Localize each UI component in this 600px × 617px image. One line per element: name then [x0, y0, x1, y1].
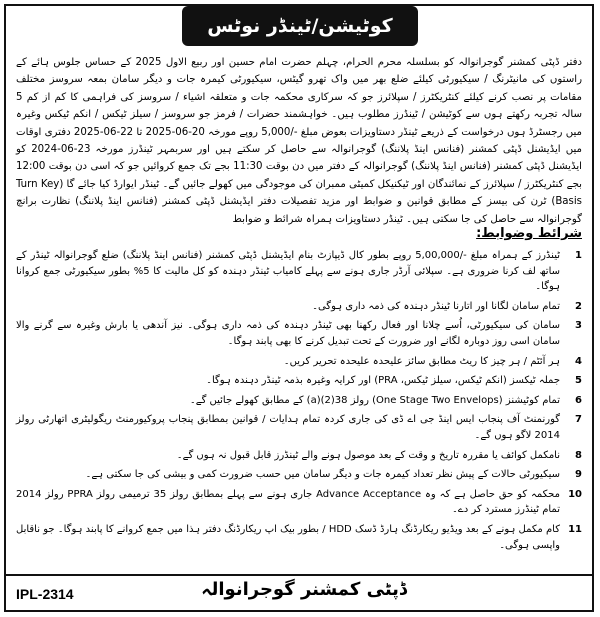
term-number: 11: [568, 523, 582, 535]
term-item: [16, 299, 582, 315]
term-item: [16, 448, 582, 464]
term-item: [16, 373, 582, 389]
terms-list: [16, 248, 582, 557]
term-text: گورنمنٹ آف پنجاب ایس اینڈ جی اے ڈی کی جاری کردہ تمام ہدایات / قوانین بمطابق پنجاب پروکیورمنٹ ریگولیٹری اتھارٹی رولز 2014 لاگو ہوں گے۔: [16, 414, 560, 441]
term-text: ٹینڈرز کے ہمراہ مبلغ -/5,00,000 روپے بطور کال ڈیپازٹ بنام ایڈیشنل ڈپٹی کمشنر (فنانس اینڈ پلاننگ) ضلع گوجرانوالہ ٹینڈر کے ساتھ لف کرنا ضروری ہے۔ سپلائی آرڈر جاری ہونے سے پہلے کامیاب ٹینڈر دہندہ کو کل مالیت کا 5% بطور سیکیورٹی جمع کروانا ہوگا۔: [16, 250, 561, 293]
notice-title: کوٹیشن/ٹینڈر نوٹس: [207, 15, 393, 37]
term-text: جملہ ٹیکسز (انکم ٹیکس، سیلز ٹیکس، PRA) اور کرایہ وغیرہ بذمہ ٹینڈر دہندہ ہوگا۔: [206, 375, 560, 387]
signature-line: ڈپٹی کمشنر گوجرانوالہ: [201, 579, 407, 600]
term-number: 2: [575, 300, 582, 312]
term-item: [16, 467, 582, 483]
term-number: 8: [575, 449, 582, 461]
notice-footer: [4, 574, 594, 612]
notice-title-banner: [182, 6, 418, 46]
term-text: سامان کی سیکیورٹی، اُسے چلانا اور فعال رکھنا بھی ٹینڈر دہندہ کی ذمہ داری ہوگی۔ نیز آندھی یا بارش وغیرہ سے گرنے والا سامان اسی روز دوبارہ لگانے اور ضرورت کے تحت تبدیل کرنے کا بھی پابند ہوگا۔: [16, 320, 560, 347]
term-item: [16, 354, 582, 370]
term-number: 4: [575, 355, 582, 367]
term-item: [16, 393, 582, 409]
term-number: 9: [575, 469, 582, 481]
term-number: 3: [575, 320, 582, 332]
term-number: 10: [568, 488, 582, 500]
term-number: 7: [575, 414, 582, 426]
term-text: تمام کوٹیشنز (One Stage Two Envelops) رولز 38(2)(a) کے مطابق کھولے جائیں گے۔: [189, 394, 560, 406]
term-text: محکمہ کو حق حاصل ہے کہ وہ Advance Acceptance جاری ہونے سے پہلے بمطابق رولز 35 ترمیمی رولز PPRA رولز 2014 تمام ٹینڈرز مسترد کر دے۔: [16, 488, 560, 516]
term-text: ہر آئٹم / ہر چیز کا ریٹ مطابق سائز علیحدہ علیحدہ تحریر کریں۔: [283, 355, 560, 367]
term-item: [16, 318, 582, 349]
term-item: [16, 522, 582, 553]
term-text: سیکیورٹی حالات کے پیش نظر تعداد کیمرہ جات و دیگر سامان میں حسب ضرورت کمی و بیشی کی جا سکتی ہے۔: [85, 469, 560, 481]
intro-paragraph: دفتر ڈپٹی کمشنر گوجرانوالہ کو بسلسلہ محرم الحرام، چہلم حضرت امام حسین اور ربیع الاول 2025 کے حساس جلوس ہائے کے راستوں کی مانیٹرنگ / سیکیورٹی کیلئے ضلع بھر میں واک تھرو گیٹس، سیکیورٹی کیمرہ جات و دیگر سامان بمعہ سروسز مختلف مقامات پر نصب کرنے کیلئے کنٹریکٹرز / سپلائرز جو کہ سرکاری محکمہ جات و متعلقہ اشیاء / سروسز کی فراہمی کا کم از کم 5 سالہ تجربہ رکھتے ہوں سے کوٹیشن / ٹینڈرز مطلوب ہیں۔ خواہشمند حضرات / فرمز جو سروسز / سیلز ٹیکس / انکم ٹیکس وغیرہ میں رجسٹرڈ ہوں درخواست کے ذریعے ٹینڈر دستاویزات بعوض مبلغ -/5,000 روپے مورخہ 20-06-2025 تا 22-06-2025 دفتری اوقات میں ایڈیشنل ڈپٹی کمشنر (فنانس اینڈ پلاننگ) گوجرانوالہ سے حاصل کر سکتے ہیں اور سربمہر ٹینڈرز مورخہ 23-06-2024 کو ایڈیشنل ڈپٹی کمشنر (فنانس اینڈ پلاننگ) گوجرانوالہ کے دفتر میں دن بوقت 11:30 بجے تک جمع کروائیں جو کہ اسی دن بوقت 12:00 بجے کنٹریکٹرز / سپلائرز کے نمائندگان اور ٹیکنیکل کمیٹی ممبران کی موجودگی میں کھولے جائیں گے۔ ٹینڈر ایوارڈ کیا جائے گا (Turn Key Basis) ٹرن کی بیسز کے مطابق قوانین و ضوابط اور مزید تفصیلات دفتر ایڈیشنل ڈپٹی کمشنر (فنانس اینڈ پلاننگ) نظارت برانچ گوجرانوالہ سے حاصل کی جا سکتی ہیں۔ ٹینڈر دستاویزات ہمراہ شرائط و ضوابط: [16, 57, 583, 225]
term-number: 6: [575, 394, 582, 406]
ipl-code: IPL-2314: [16, 586, 74, 602]
term-text: تمام سامان لگانا اور اتارنا ٹینڈر دہندہ کی ذمہ داری ہوگی۔: [312, 300, 560, 312]
term-text: کام مکمل ہونے کے بعد ویڈیو ریکارڈنگ ہارڈ ڈسک HDD / بطور بیک اپ ریکارڈنگ دفتر ہذا میں جمع کروانے کا پابند ہوگا۔ جو ناقابل واپسی ہوگی۔: [16, 523, 560, 551]
term-number: 5: [575, 375, 582, 387]
term-item: [16, 412, 582, 443]
term-text: نامکمل کوائف یا مقررہ تاریخ و وقت کے بعد موصول ہونے والے ٹینڈرز قابل قبول نہ ہوں گے۔: [176, 449, 560, 461]
term-item: [16, 487, 582, 518]
term-number: 1: [575, 250, 582, 261]
term-item: [16, 248, 582, 295]
terms-heading: شرائط وضوابط:: [476, 226, 582, 241]
